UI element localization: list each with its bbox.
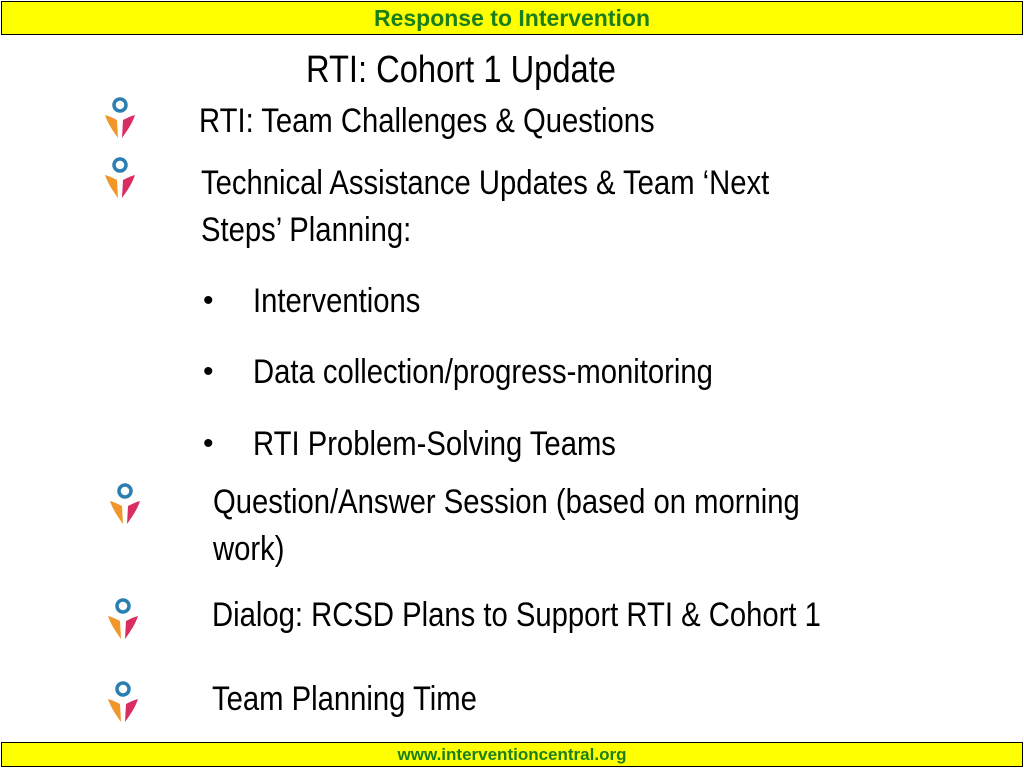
item-2-line-2: Steps’ Planning: [201,211,412,249]
item-2-line-1: Technical Assistance Updates & Team ‘Next [201,164,770,202]
person-logo-icon [102,156,138,200]
bullet-dot: • [203,284,214,317]
sub-bullet-data-collection: Data collection/progress-monitoring [253,353,713,391]
bullet-dot: • [203,427,214,460]
person-logo-icon [102,96,138,140]
header-banner-text: Response to Intervention [373,5,651,31]
item-3-line-2: work) [213,530,285,568]
sub-bullet-interventions: Interventions [253,282,421,320]
item-3-line-1: Question/Answer Session (based on morning [213,483,800,521]
footer-banner [1,742,1023,767]
person-logo-icon [105,597,141,641]
item-1-line-1: RTI: Team Challenges & Questions [199,102,655,140]
person-logo-icon [105,680,141,724]
item-4-line-1: Dialog: RCSD Plans to Support RTI & Cohort 1 [212,596,821,634]
sub-bullet-problem-solving-teams: RTI Problem-Solving Teams [253,425,616,463]
person-logo-icon [107,482,143,526]
header-banner [1,1,1023,35]
bullet-dot: • [203,355,214,388]
item-5-line-1: Team Planning Time [212,680,477,718]
footer-url-link[interactable]: www.interventioncentral.org [397,745,627,764]
slide-title: RTI: Cohort 1 Update [305,49,616,91]
